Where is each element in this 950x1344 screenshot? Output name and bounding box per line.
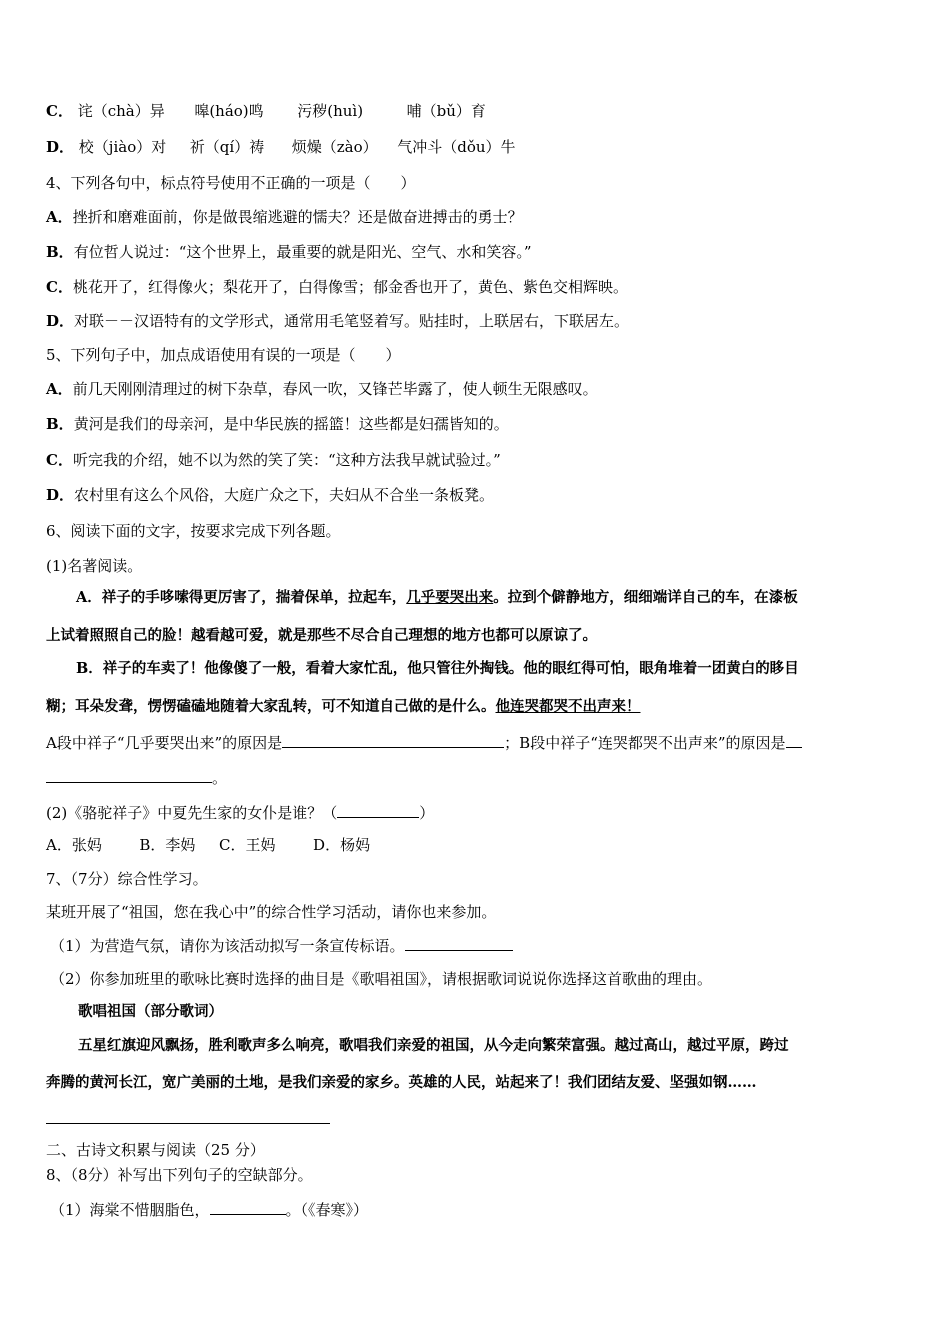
section2-heading: 二、古诗文积累与阅读（25 分） <box>46 1141 265 1159</box>
word: 诧（chà）异 <box>77 102 165 120</box>
passage-b-line1: B．祥子的车卖了！他像傻了一般，看着大家忙乱，他只管往外掏钱。他的眼红得可怕，眼角堆着一团黄白的眵目 <box>76 660 799 677</box>
passage-a-line1 <box>76 588 910 608</box>
q5-option-c <box>46 450 910 470</box>
option-label: C． <box>46 102 73 120</box>
q4-option-d <box>46 311 910 331</box>
q6-part2-choices <box>46 835 910 855</box>
option-label: A． <box>46 208 73 226</box>
q8-stem: 8、（8分）补写出下列句子的空缺部分。 <box>46 1166 313 1184</box>
answer-blank-b-start[interactable] <box>786 731 802 748</box>
q7-stem: 7、（7分）综合性学习。 <box>46 870 208 888</box>
q6-reason-question <box>46 731 910 753</box>
option-label: B． <box>46 243 74 261</box>
song-title: 歌唱祖国（部分歌词） <box>78 1003 223 1020</box>
question-text: ） <box>419 804 435 822</box>
question-text: A段中祥子“几乎要哭出来”的原因是 <box>46 734 283 752</box>
q7-sub1 <box>50 934 910 956</box>
q6-stem: 6、阅读下面的文字，按要求完成下列各题。 <box>46 522 341 540</box>
answer-blank-poem[interactable] <box>210 1198 286 1215</box>
option-label: D． <box>46 138 75 156</box>
question-text: ；B段中祥子“连哭都哭不出声来”的原因是 <box>504 734 786 752</box>
lyrics-line1: 五星红旗迎风飘扬，胜利歌声多么响亮，歌唱我们亲爱的祖国，从今走向繁荣富强。越过高山，越过平原，跨过 <box>78 1037 789 1054</box>
word: 气冲斗（dǒu）牛 <box>397 138 516 156</box>
word: 嗥(háo)鸣 <box>194 102 264 120</box>
q6-part2 <box>46 801 910 823</box>
underlined-phrase: 他连哭都哭不出声来！ <box>495 698 641 715</box>
answer-blank-maid[interactable] <box>337 801 419 818</box>
choice: C．王妈 <box>219 836 276 854</box>
option-label: C． <box>46 451 73 469</box>
q8-sub1 <box>50 1198 910 1220</box>
q3-option-c <box>46 101 910 121</box>
passage-a-line2: 上试着照照自己的脸！越看越可爱，就是那些不尽合自己理想的地方也都可以原谅了。 <box>46 627 597 644</box>
lyrics-line2: 奔腾的黄河长江，宽广美丽的土地，是我们亲爱的家乡。英雄的人民，站起来了！我们团结友爱、坚强如钢…… <box>46 1074 757 1091</box>
q5-option-d <box>46 485 910 505</box>
q5-stem: 5、下列句子中，加点成语使用有误的一项是（ ） <box>46 346 401 364</box>
q5-option-a <box>46 379 910 399</box>
option-text: 黄河是我们的母亲河，是中华民族的摇篮！这些都是妇孺皆知的。 <box>73 415 509 433</box>
choice: B．李妈 <box>139 836 196 854</box>
question-text: 。 <box>212 769 228 787</box>
passage-text: A．祥子的手哆嗦得更厉害了，揣着保单，拉起车， <box>76 589 407 606</box>
option-text: 对联－－汉语特有的文学形式，通常用毛笔竖着写。贴挂时，上联居右，下联居左。 <box>74 312 630 330</box>
q7-intro: 某班开展了“祖国，您在我心中”的综合性学习活动，请你也来参加。 <box>46 903 497 921</box>
word: 校（jiào）对 <box>78 138 167 156</box>
question-text: 。（《春寒》） <box>285 1201 369 1219</box>
q3-option-d <box>46 137 910 157</box>
answer-blank-a[interactable] <box>282 731 504 748</box>
answer-blank-slogan[interactable] <box>405 934 513 951</box>
choice: D．杨妈 <box>313 836 371 854</box>
option-text: 桃花开了，红得像火；梨花开了，白得像雪；郁金香也开了，黄色、紫色交相辉映。 <box>72 278 628 296</box>
word: 污秽(huì) <box>297 102 364 120</box>
option-text: 挫折和磨难面前，你是做畏缩逃避的懦夫？还是做奋进搏击的勇士？ <box>72 208 523 226</box>
option-text: 前几天刚刚清理过的树下杂草，春风一吹，又锋芒毕露了，使人顿生无限感叹。 <box>72 380 598 398</box>
choice: A．张妈 <box>46 836 102 854</box>
word: 哺（bǔ）育 <box>406 102 486 120</box>
q5-option-b <box>46 414 910 434</box>
option-label: B． <box>46 415 74 433</box>
q4-option-a <box>46 207 910 227</box>
passage-text: 。拉到个僻静地方，细细端详自己的车，在漆板 <box>493 589 798 606</box>
passage-b-line2 <box>46 697 910 717</box>
option-label: A． <box>46 380 73 398</box>
word: 祈（qí）祷 <box>189 138 265 156</box>
q4-option-b <box>46 242 910 262</box>
q4-stem: 4、下列各句中，标点符号使用不正确的一项是（ ） <box>46 174 416 192</box>
question-text: （1）为营造气氛，请你为该活动拟写一条宣传标语。 <box>50 937 405 955</box>
answer-line[interactable] <box>46 1123 330 1124</box>
option-label: C． <box>46 278 73 296</box>
word: 烦燥（zào） <box>291 138 378 156</box>
option-label: D． <box>46 486 75 504</box>
option-label: D． <box>46 312 75 330</box>
option-text: 农村里有这么个风俗，大庭广众之下，夫妇从不合坐一条板凳。 <box>74 486 495 504</box>
option-text: 有位哲人说过：“这个世界上，最重要的就是阳光、空气、水和笑容。” <box>73 243 532 261</box>
question-text: （1）海棠不惜胭脂色， <box>50 1201 210 1219</box>
question-text: (2)《骆驼祥子》中夏先生家的女仆是谁？（ <box>46 804 338 822</box>
option-text: 听完我的介绍，她不以为然的笑了笑：“这种方法我早就试验过。” <box>72 451 501 469</box>
q7-sub2: （2）你参加班里的歌咏比赛时选择的曲目是《歌唱祖国》，请根据歌词说说你选择这首歌曲的理由。 <box>50 970 713 988</box>
q6-part1-title: (1)名著阅读。 <box>46 557 143 575</box>
answer-blank-b[interactable] <box>46 766 212 783</box>
q6-reason-question-cont <box>46 766 910 788</box>
underlined-phrase: 几乎要哭出来 <box>406 589 494 606</box>
passage-text: 糊；耳朵发聋，愣愣磕磕地随着大家乱转，可不知道自己做的是什么。 <box>46 698 496 715</box>
q4-option-c <box>46 277 910 297</box>
